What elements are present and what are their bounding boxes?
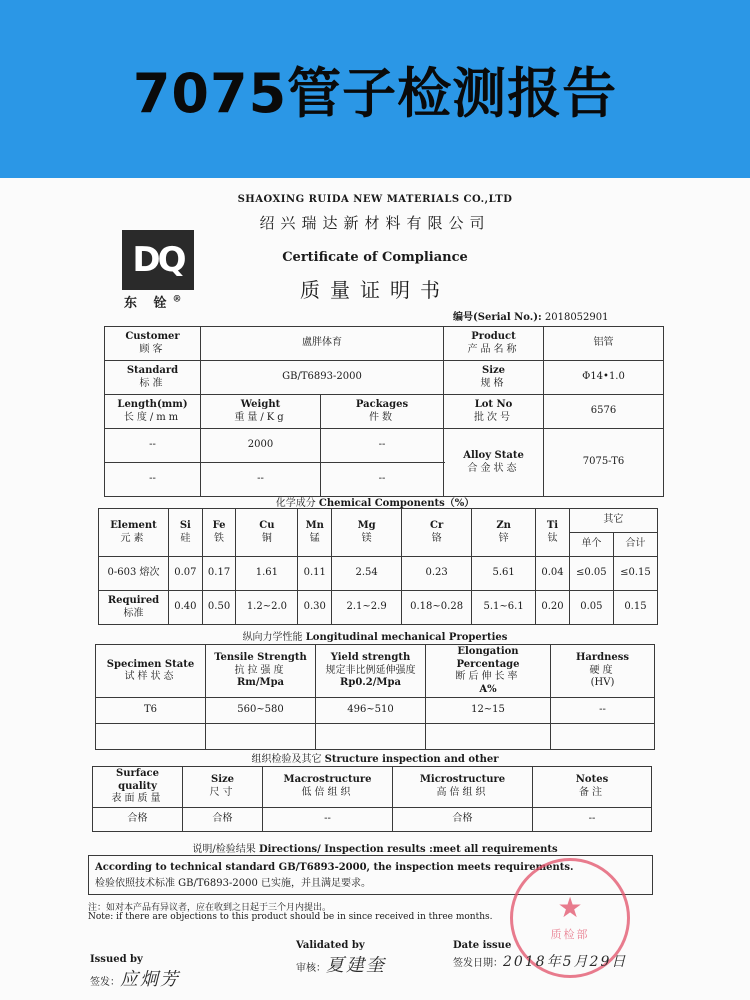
- issued-by: Issued by 签发：应炯芳: [90, 954, 180, 990]
- surface-value: 合格: [93, 807, 183, 831]
- issue-date: 2018年5月29日: [503, 954, 628, 970]
- company-logo: DQ: [122, 230, 194, 290]
- order-info-table: [104, 326, 664, 497]
- chem-value: 0.17: [202, 557, 236, 591]
- chem-value: 0.04: [536, 557, 570, 591]
- element-cu: Cu 铜: [236, 509, 298, 557]
- date-issue: Date issue 签发日期：2018年5月29日: [453, 940, 628, 970]
- size-label: Size 规格: [444, 361, 544, 395]
- chem-required: 2.1~2.9: [332, 591, 402, 625]
- certificate-title-zh: 质量证明书: [300, 278, 450, 302]
- tensile-value: 560~580: [206, 698, 316, 724]
- banner-title: 7075管子检测报告: [132, 61, 618, 125]
- single-label: 单个: [569, 533, 613, 557]
- element-zn: Zn 锌: [472, 509, 536, 557]
- mechanical-section-title: 纵向力学性能 Longitudinal mechanical Properties: [242, 632, 508, 643]
- customer-value: 盧胖体育: [201, 327, 444, 361]
- element-mn: Mn 锰: [298, 509, 332, 557]
- packages-label: Packages 件数: [321, 395, 444, 429]
- yield-value: 496~510: [316, 698, 426, 724]
- validated-by: Validated by 审核：夏建奎: [296, 940, 386, 976]
- standard-label: Standard 标准: [105, 361, 201, 395]
- yield-label: Yield strength 规定非比例延伸强度 Rp0.2/Mpa: [316, 645, 426, 698]
- lot-label: Lot No 批次号: [444, 395, 544, 429]
- empty-cell: [206, 724, 316, 750]
- chem-required: 5.1~6.1: [472, 591, 536, 625]
- empty-cell: [316, 724, 426, 750]
- macro-value: --: [263, 807, 393, 831]
- chem-value: 0.07: [169, 557, 203, 591]
- product-value: 铝管: [544, 327, 664, 361]
- certificate-title-en: Certificate of Compliance: [282, 250, 468, 265]
- chem-required: 0.15: [613, 591, 657, 625]
- issuer-signature: 应炯芳: [120, 969, 180, 990]
- heat-row-label: 0-603 熔次: [99, 557, 169, 591]
- chem-value: ≤0.05: [569, 557, 613, 591]
- hardness-value: --: [551, 698, 655, 724]
- chem-value: 0.23: [402, 557, 472, 591]
- element-si: Si 硅: [169, 509, 203, 557]
- notes-value: --: [533, 807, 652, 831]
- chem-value: 2.54: [332, 557, 402, 591]
- length-value: --: [105, 463, 201, 497]
- alloy-label: Alloy State 合金状态: [444, 429, 544, 497]
- lot-value: 6576: [544, 395, 664, 429]
- customer-label: Customer 顾客: [105, 327, 201, 361]
- structure-table: [92, 766, 652, 832]
- chem-required: 0.50: [202, 591, 236, 625]
- size-check-label: Size 尺寸: [183, 767, 263, 808]
- weight-label: Weight 重量/Kg: [201, 395, 321, 429]
- results-section-title: 说明/检验结果 Directions/ Inspection results :meet all requirements: [192, 844, 558, 855]
- element-label: Element 元素: [99, 509, 169, 557]
- objection-note-zh: 注：如对本产品有异议者，应在收到之日起于三个月内提出。: [88, 903, 332, 913]
- certificate-document: [0, 178, 750, 1000]
- length-label: Length(mm) 长度/mm: [105, 395, 201, 429]
- chem-value: 0.11: [298, 557, 332, 591]
- alloy-value: 7075-T6: [544, 429, 664, 497]
- company-name-zh: 绍兴瑞达新材料有限公司: [259, 214, 491, 232]
- element-fe: Fe 铁: [202, 509, 236, 557]
- element-ti: Ti 钛: [536, 509, 570, 557]
- serial-number: 编号(Serial No.): 2018052901: [453, 312, 609, 323]
- macro-label: Macrostructure 低倍组织: [263, 767, 393, 808]
- star-icon: ★: [557, 891, 583, 924]
- elongation-label: Elongation Percentage 断后伸长率 A%: [426, 645, 551, 698]
- chem-value: 5.61: [472, 557, 536, 591]
- element-mg: Mg 镁: [332, 509, 402, 557]
- size-value: Φ14•1.0: [544, 361, 664, 395]
- result-line-zh: 检验依照技术标准 GB/T6893-2000 已实施，并且满足要求。: [95, 878, 372, 889]
- packages-value: --: [321, 463, 444, 497]
- elongation-value: 12~15: [426, 698, 551, 724]
- specimen-label: Specimen State 试样状态: [96, 645, 206, 698]
- notes-label: Notes 备注: [533, 767, 652, 808]
- specimen-value: T6: [96, 698, 206, 724]
- element-cr: Cr 铬: [402, 509, 472, 557]
- chem-required: 0.18~0.28: [402, 591, 472, 625]
- structure-section-title: 组织检验及其它 Structure inspection and other: [251, 754, 499, 765]
- chem-required: 0.30: [298, 591, 332, 625]
- packages-value: --: [321, 429, 444, 463]
- length-value: --: [105, 429, 201, 463]
- stamp-text: 质检部: [550, 928, 590, 941]
- empty-cell: [426, 724, 551, 750]
- logo-text: 东 铨®: [124, 294, 182, 311]
- chem-value: ≤0.15: [613, 557, 657, 591]
- company-name-en: SHAOXING RUIDA NEW MATERIALS CO.,LTD: [237, 194, 513, 205]
- total-label: 合计: [613, 533, 657, 557]
- tensile-label: Tensile Strength 抗拉强度 Rm/Mpa: [206, 645, 316, 698]
- header-banner: [0, 0, 750, 178]
- size-check-value: 合格: [183, 807, 263, 831]
- micro-label: Microstructure 高倍组织: [393, 767, 533, 808]
- chem-required: 0.20: [536, 591, 570, 625]
- objection-note-en: Note: if there are objections to this product should be in since received in three months.: [88, 912, 493, 922]
- chem-required: 0.05: [569, 591, 613, 625]
- empty-cell: [96, 724, 206, 750]
- validator-signature: 夏建奎: [326, 955, 386, 976]
- product-label: Product 产品名称: [444, 327, 544, 361]
- result-line-en: According to technical standard GB/T6893-2000, the inspection meets requirements.: [95, 862, 574, 873]
- mechanical-table: [95, 644, 655, 750]
- micro-value: 合格: [393, 807, 533, 831]
- standard-value: GB/T6893-2000: [201, 361, 444, 395]
- chemical-section-title: 化学成分 Chemical Components（%）: [275, 498, 475, 509]
- chem-value: 1.61: [236, 557, 298, 591]
- chem-required: 0.40: [169, 591, 203, 625]
- other-label: 其它: [569, 509, 657, 533]
- surface-label: Surface quality 表面质量: [93, 767, 183, 808]
- hardness-label: Hardness 硬度 (HV): [551, 645, 655, 698]
- required-row-label: Required 标准: [99, 591, 169, 625]
- empty-cell: [551, 724, 655, 750]
- chemical-table: [98, 508, 658, 625]
- weight-value: --: [201, 463, 321, 497]
- weight-value: 2000: [201, 429, 321, 463]
- chem-required: 1.2~2.0: [236, 591, 298, 625]
